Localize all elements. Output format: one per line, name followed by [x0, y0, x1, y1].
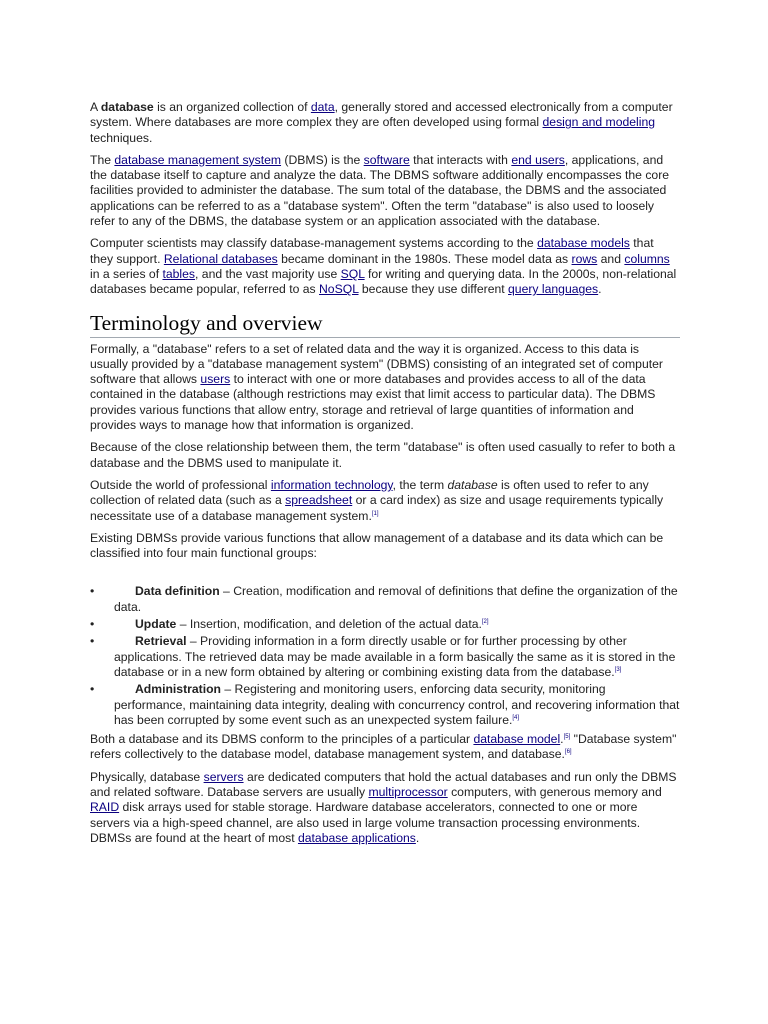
text-run: The — [90, 152, 115, 167]
text-run: . — [560, 732, 564, 747]
link-spreadsheet[interactable]: spreadsheet — [285, 493, 353, 508]
text-run: . — [415, 830, 420, 845]
bold-term: database — [100, 100, 154, 114]
link-relational-databases[interactable]: Relational databases — [163, 251, 278, 266]
text-run: or a card index) as size and usage requirements typically necessitate use of a database management system. — [90, 493, 664, 523]
text-run: . — [598, 282, 602, 297]
link-data[interactable]: data — [310, 100, 335, 114]
text-run: that interacts with — [409, 152, 512, 167]
link-raid[interactable]: RAID — [90, 800, 120, 815]
list-item-term: Update — [135, 617, 177, 632]
list-item-text: – Insertion, modification, and deletion of the actual data. — [176, 617, 482, 632]
link-database-applications[interactable]: database applications — [297, 830, 416, 845]
link-database-model[interactable]: database model — [473, 732, 561, 747]
text-run: for writing and querying data. In the 2000s, non-relational databases became popular, referred to as — [90, 266, 677, 297]
paragraph — [90, 440, 680, 471]
text-run: to interact with one or more databases and provides access to all of the data contained in the database (although restrictions may exist that limit access to particular data). The DBMS provides various functions that allow entry, storage and retrieval of large quantities of information and provides ways to manage how that information is organized. — [90, 372, 656, 433]
list-item-term: Administration — [135, 682, 221, 697]
text-run: is often used to refer to any collection of related data (such as a — [90, 477, 649, 508]
bullet-icon: • — [90, 634, 95, 649]
text-run: Outside the world of professional — [90, 477, 271, 492]
list-item-text: – Creation, modification and removal of definitions that define the organization of the data. — [114, 584, 678, 614]
text-run: and — [597, 251, 625, 266]
text-run: in a series of — [90, 266, 163, 281]
closing-section — [90, 732, 680, 846]
reference-marker[interactable]: [4] — [512, 714, 520, 721]
reference-marker[interactable]: [2] — [481, 618, 489, 625]
paragraph — [90, 342, 680, 434]
link-servers[interactable]: servers — [203, 769, 244, 784]
link-design-and-modeling[interactable]: design and modeling — [542, 115, 656, 130]
list-item — [90, 634, 680, 680]
reference-marker[interactable]: [5] — [563, 734, 571, 741]
text-run: because they use different — [358, 282, 509, 297]
paragraph — [90, 236, 680, 297]
terminology-section — [90, 342, 680, 562]
link-database-models[interactable]: database models — [537, 236, 630, 251]
text-run: Formally, a "database" refers to a set of related data and the way it is organized. Access to this data is usually provided by a "database management system" (DBMS) consisting of an integrated set of computer software that allows — [90, 341, 663, 387]
list-item — [90, 682, 680, 728]
paragraph — [90, 770, 680, 846]
list-item — [90, 617, 680, 632]
bullet-icon: • — [90, 584, 95, 599]
text-run: computers, with generous memory and — [447, 784, 662, 799]
text-run: techniques. — [90, 130, 153, 145]
link-rows[interactable]: rows — [571, 251, 598, 266]
article-content — [90, 100, 680, 853]
list-item-text: – Registering and monitoring users, enforcing data security, monitoring performance, maintaining data integrity, dealing with concurrency control, and recovering information that has been corrupted by some event such as an unexpected system failure. — [114, 682, 680, 727]
text-run: disk arrays used for stable storage. Hardware database accelerators, connected to one or more servers via a high-speed channel, are also used in large volume transaction processing environments. DBMSs are found at the heart of most — [90, 800, 641, 845]
text-run: Both a database and its DBMS conform to the principles of a particular — [90, 732, 474, 747]
text-run: , the term — [392, 477, 448, 492]
link-software[interactable]: software — [363, 152, 410, 167]
text-run: "Database system" refers collectively to the database model, database management system, and database. — [90, 732, 677, 762]
list-item-text: – Providing information in a form directly usable or for further processing by other applications. The retrieved data may be made available in a form basically the same as it is stored in the database or in a new form obtained by altering or combining existing data from the database. — [114, 634, 676, 679]
text-run: , generally stored and accessed electronically from a computer system. Where databases are more complex they are often developed using formal — [90, 100, 673, 130]
text-run: that they support. — [90, 236, 654, 266]
text-run: is an organized collection of — [153, 100, 311, 114]
list-item — [90, 584, 680, 615]
list-item-term: Retrieval — [135, 634, 187, 649]
link-columns[interactable]: columns — [624, 251, 670, 266]
link-users[interactable]: users — [200, 372, 231, 387]
reference-marker[interactable]: [1] — [371, 510, 379, 517]
link-end-users[interactable]: end users — [511, 152, 565, 167]
link-sql[interactable]: SQL — [340, 266, 365, 281]
link-multiprocessor[interactable]: multiprocessor — [368, 784, 448, 799]
reference-marker[interactable]: [6] — [564, 749, 572, 756]
text-run: (DBMS) is the — [281, 152, 364, 167]
text-run: Existing DBMSs provide various functions that allow management of a database and its data which can be classified into four main functional groups: — [90, 530, 664, 561]
italic-term: database — [447, 477, 498, 492]
paragraph — [90, 100, 680, 146]
link-information-technology[interactable]: information technology — [270, 477, 393, 492]
text-run: , applications, and the database itself to capture and analyze the data. The DBMS software additionally encompasses the core facilities provided to administer the database. The sum total of the database, the DBMS and the associated applications can be referred to as a "database system". Often the term "database" is also used to loosely refer to any of the DBMS, the database system or an application associated with the database. — [90, 152, 670, 229]
text-run: , and the vast majority use — [195, 266, 341, 281]
list-item-term: Data definition — [135, 584, 220, 599]
text-run: A — [90, 100, 101, 114]
text-run: are dedicated computers that hold the actual databases and run only the DBMS and related software. Database servers are usually — [90, 769, 677, 799]
paragraph — [90, 478, 680, 524]
link-database-management-system[interactable]: database management system — [114, 152, 282, 167]
link-tables[interactable]: tables — [162, 266, 196, 281]
text-run: Because of the close relationship between them, the term "database" is often used casually to refer to both a database and the DBMS used to manipulate it. — [90, 440, 676, 470]
text-run: Computer scientists may classify database-management systems according to the — [90, 236, 538, 251]
list-spacer — [90, 568, 680, 584]
paragraph — [90, 732, 680, 763]
reference-marker[interactable]: [3] — [614, 666, 622, 673]
link-nosql[interactable]: NoSQL — [319, 282, 359, 297]
text-run: became dominant in the 1980s. These model data as — [277, 251, 572, 266]
text-run: Physically, database — [90, 769, 204, 784]
section-heading: Terminology and overview — [90, 311, 680, 338]
link-query-languages[interactable]: query languages — [508, 282, 599, 297]
functional-groups-list — [90, 584, 680, 728]
paragraph — [90, 153, 680, 229]
bullet-icon: • — [90, 682, 95, 697]
bullet-icon: • — [90, 617, 95, 632]
paragraph — [90, 531, 680, 562]
intro-section — [90, 100, 680, 298]
